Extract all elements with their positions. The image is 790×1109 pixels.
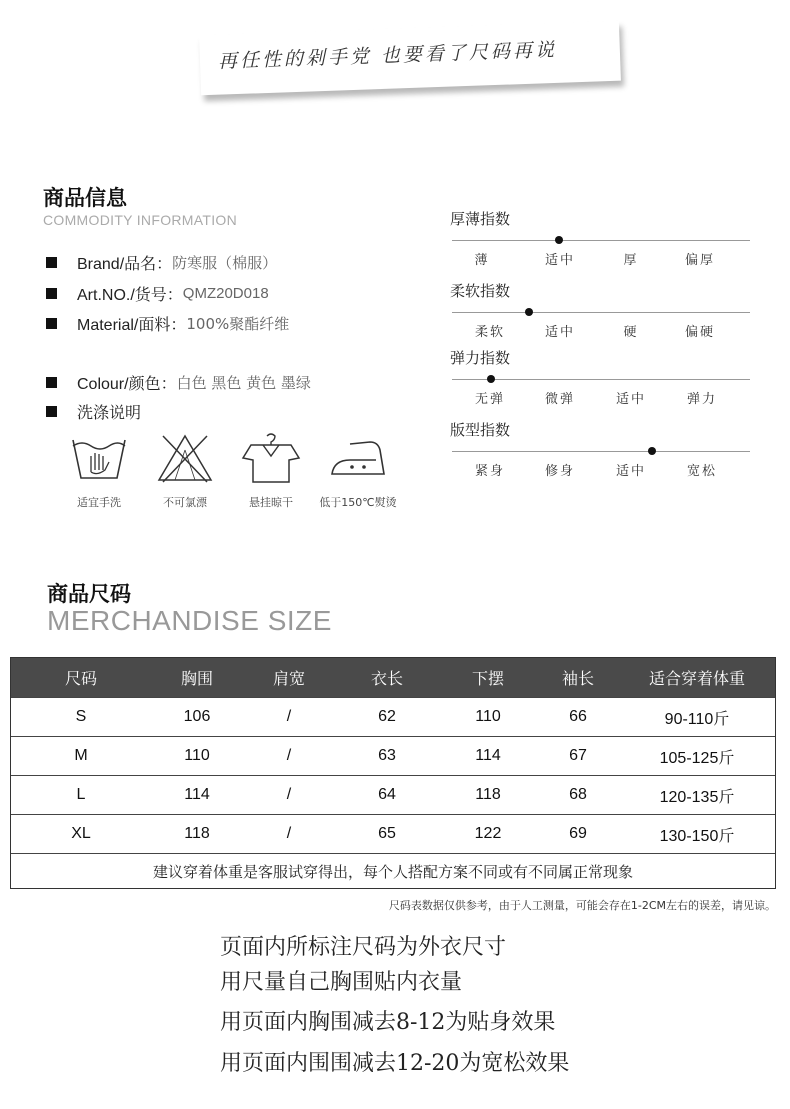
cell: L	[11, 776, 151, 815]
care-no-bleach	[140, 432, 230, 510]
cell: 64	[335, 776, 439, 815]
cell: 67	[537, 737, 619, 776]
no-bleach-icon	[155, 432, 215, 484]
softness-label: 硬	[623, 325, 639, 340]
elasticity-title: 弹力指数	[450, 349, 511, 367]
size-table	[10, 657, 776, 889]
cell: 106	[151, 698, 243, 737]
cell: 120-135斤	[619, 776, 775, 815]
cell: 62	[335, 698, 439, 737]
cell: 118	[439, 776, 537, 815]
softness-label: 偏硬	[684, 325, 715, 340]
care-label: 悬挂晾干	[249, 496, 293, 509]
note-line: 用尺量自己胸围贴内衣量	[220, 970, 463, 995]
care-hang-dry	[226, 432, 316, 510]
cell: 66	[537, 698, 619, 737]
art-label: Art.NO./货号：	[77, 286, 183, 304]
thickness-label: 厚	[623, 253, 639, 268]
fit-title: 版型指数	[450, 421, 511, 439]
table-note: 建议穿着体重是客服试穿得出，每个人搭配方案不同或有不同属正常现象	[11, 854, 775, 889]
size-subtitle: MERCHANDISE SIZE	[47, 605, 332, 636]
header-length: 衣长	[370, 671, 403, 688]
wash-label: 洗涤说明	[77, 404, 142, 422]
fit-label: 宽松	[686, 464, 717, 479]
thickness-title: 厚薄指数	[450, 210, 511, 228]
cell: 110	[439, 698, 537, 737]
cell: /	[243, 776, 335, 815]
bullet-square	[46, 406, 57, 417]
table-row	[11, 815, 775, 854]
info-title: 商品信息	[43, 186, 127, 210]
cell: 110	[151, 737, 243, 776]
note-line: 页面内所标注尺码为外衣尺寸	[220, 935, 507, 960]
softness-scale-line	[452, 312, 750, 313]
fit-label: 紧身	[474, 464, 505, 479]
brand-row	[46, 251, 277, 273]
elasticity-scale-line	[452, 379, 750, 380]
cell: /	[243, 698, 335, 737]
cell: 105-125斤	[619, 737, 775, 776]
cell: 130-150斤	[619, 815, 775, 854]
cell: 63	[335, 737, 439, 776]
softness-marker	[525, 308, 533, 316]
care-label: 不可氯漂	[163, 496, 207, 509]
note-line: 用页面内胸围减去8-12为贴身效果	[220, 1010, 556, 1035]
care-label: 低于150℃熨烫	[319, 496, 397, 509]
cell: 69	[537, 815, 619, 854]
info-subtitle: COMMODITY INFORMATION	[43, 212, 237, 228]
cell: 118	[151, 815, 243, 854]
colour-row	[46, 371, 311, 393]
bullet-square	[46, 377, 57, 388]
fit-marker	[648, 447, 656, 455]
thickness-label: 薄	[474, 253, 490, 268]
bullet-square	[46, 257, 57, 268]
fit-label: 修身	[544, 464, 575, 479]
softness-label: 柔软	[474, 325, 505, 340]
table-note-row	[11, 854, 775, 889]
header-sleeve: 袖长	[561, 671, 594, 688]
thickness-label: 偏厚	[684, 253, 715, 268]
thickness-label: 适中	[544, 253, 575, 268]
bullet-square	[46, 318, 57, 329]
header-shoulder: 肩宽	[272, 671, 305, 688]
cell: 90-110斤	[619, 698, 775, 737]
colour-value: 白色 黑色 黄色 墨绿	[176, 373, 311, 392]
header-hem: 下摆	[471, 671, 504, 688]
size-title: 商品尺码	[47, 582, 131, 606]
cell: 65	[335, 815, 439, 854]
elasticity-label: 无弹	[474, 392, 505, 407]
wash-row	[46, 400, 141, 422]
art-value: QMZ20D018	[182, 284, 269, 302]
bullet-square	[46, 288, 57, 299]
table-row	[11, 698, 775, 737]
elasticity-label: 适中	[615, 392, 646, 407]
elasticity-label: 弹力	[686, 392, 717, 407]
colour-label: Colour/颜色：	[77, 375, 177, 393]
table-row	[11, 737, 775, 776]
cell: /	[243, 737, 335, 776]
care-hand-wash	[54, 432, 144, 510]
table-header-row	[11, 658, 775, 698]
slogan-banner	[199, 21, 621, 96]
header-weight: 适合穿着体重	[648, 671, 745, 688]
material-value: 100%聚酯纤维	[186, 314, 290, 333]
material-label: Material/面料：	[77, 316, 187, 334]
elasticity-label: 微弹	[544, 392, 575, 407]
disclaimer-text: 尺码表数据仅供参考，由于人工测量，可能会存在1-2CM左右的误差，请见谅。	[388, 899, 776, 912]
cell: M	[11, 737, 151, 776]
thickness-marker	[555, 236, 563, 244]
care-label: 适宜手洗	[77, 496, 121, 509]
header-chest: 胸围	[180, 671, 213, 688]
cell: 122	[439, 815, 537, 854]
hand-wash-icon	[69, 432, 129, 484]
cell: 114	[151, 776, 243, 815]
material-row	[46, 312, 289, 334]
note-line: 用页面内围围减去12-20为宽松效果	[220, 1051, 570, 1076]
table-row	[11, 776, 775, 815]
hang-dry-icon	[241, 432, 301, 484]
art-row	[46, 282, 269, 304]
cell: XL	[11, 815, 151, 854]
thickness-scale-line	[452, 240, 750, 241]
cell: /	[243, 815, 335, 854]
brand-value: 防寒服（棉服）	[172, 253, 278, 272]
fit-label: 适中	[615, 464, 646, 479]
softness-label: 适中	[544, 325, 575, 340]
softness-title: 柔软指数	[450, 282, 511, 300]
cell: 68	[537, 776, 619, 815]
fit-scale-line	[452, 451, 750, 452]
header-size: 尺码	[64, 671, 97, 688]
cell: S	[11, 698, 151, 737]
care-iron	[312, 432, 404, 510]
cell: 114	[439, 737, 537, 776]
elasticity-marker	[487, 375, 495, 383]
iron-icon	[326, 432, 390, 484]
brand-label: Brand/品名：	[77, 255, 173, 273]
slogan-text: 再任性的剁手党 也要看了尺码再说	[217, 38, 558, 73]
